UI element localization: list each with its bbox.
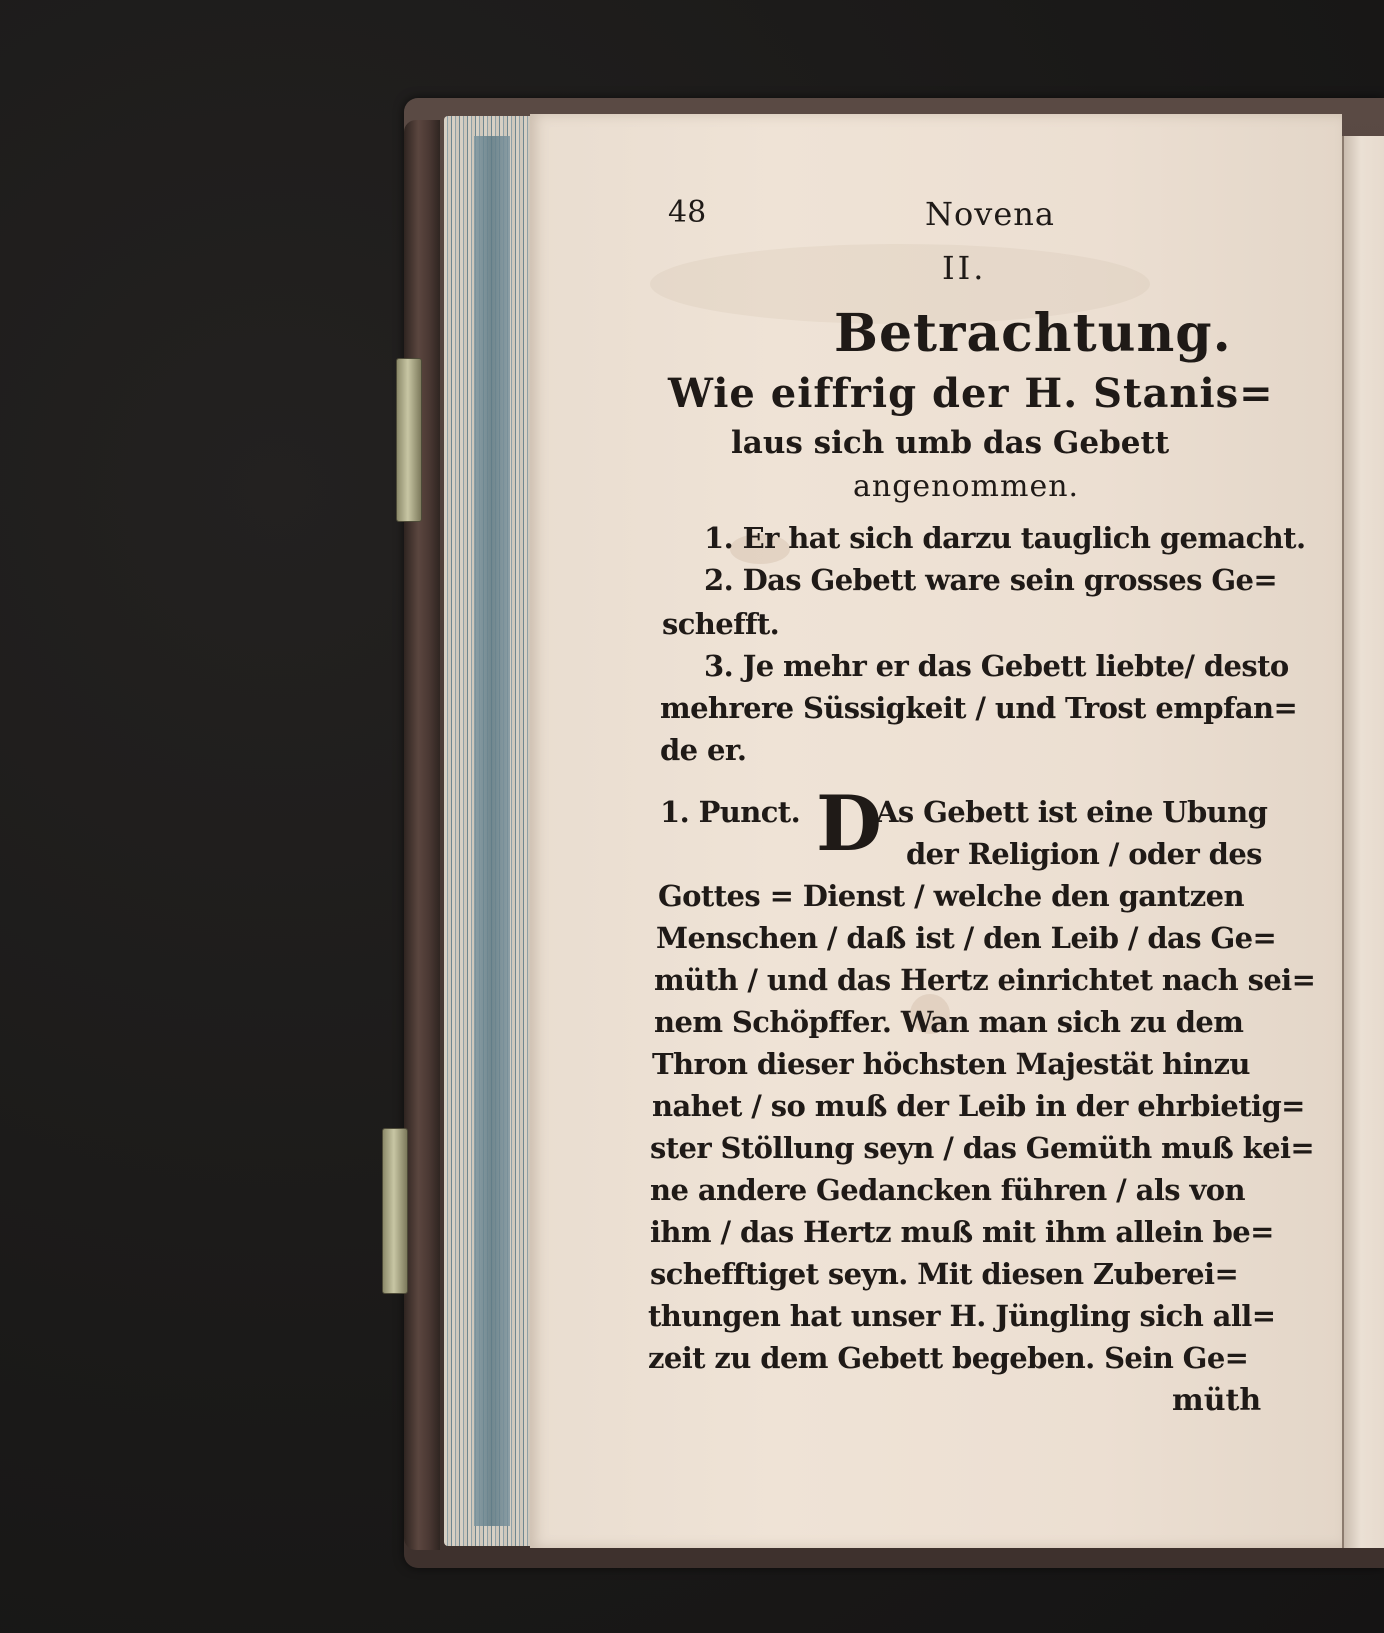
subtitle-line-3: angenommen. xyxy=(853,469,1080,504)
body-line-1: As Gebett ist eine Ubung xyxy=(876,795,1268,829)
body-line-3: Gottes = Dienst / welche den gantzen xyxy=(658,879,1244,913)
running-head: Novena xyxy=(925,195,1055,233)
next-page-edge xyxy=(1342,136,1384,1548)
body-line-9: ster Stöllung seyn / das Gemüth muß kei= xyxy=(650,1131,1315,1165)
point-line-5: mehrere Süssigkeit / und Trost empfan= xyxy=(660,691,1298,725)
page-title: Betrachtung. xyxy=(834,303,1232,364)
point-line-3: schefft. xyxy=(662,607,780,641)
body-line-7: Thron dieser höchsten Majestät hinzu xyxy=(652,1047,1250,1081)
body-line-14: zeit zu dem Gebett begeben. Sein Ge= xyxy=(648,1341,1249,1375)
body-line-4: Menschen / daß ist / den Leib / das Ge= xyxy=(656,921,1277,955)
point-line-2: 2. Das Gebett ware sein grosses Ge= xyxy=(704,563,1278,597)
point-line-4: 3. Je mehr er das Gebett liebte/ desto xyxy=(704,649,1289,683)
point-line-6: de er. xyxy=(660,733,747,767)
subtitle-line-1: Wie eiffrig der H. Stanis= xyxy=(668,370,1274,417)
body-line-13: thungen hat unser H. Jüngling sich all= xyxy=(648,1299,1276,1333)
punct-label: 1. Punct. xyxy=(660,795,801,829)
body-line-8: nahet / so muß der Leib in der ehrbietig= xyxy=(652,1089,1305,1123)
drop-cap: D xyxy=(816,779,882,868)
body-line-2: der Religion / oder des xyxy=(906,837,1262,871)
subtitle-line-2: laus sich umb das Gebett xyxy=(731,425,1170,461)
point-line-1: 1. Er hat sich darzu tauglich gemacht. xyxy=(704,521,1306,555)
body-line-6: nem Schöpffer. Wan man sich zu dem xyxy=(654,1005,1244,1039)
body-line-11: ihm / das Hertz muß mit ihm allein be= xyxy=(650,1215,1274,1249)
body-line-12: schefftiget seyn. Mit diesen Zuberei= xyxy=(650,1257,1239,1291)
blue-edge-stain xyxy=(474,136,510,1526)
body-line-10: ne andere Gedancken führen / als von xyxy=(650,1173,1245,1207)
catchword: müth xyxy=(1172,1383,1262,1418)
page-number: 48 xyxy=(668,195,707,230)
section-numeral: II. xyxy=(942,249,987,287)
clasp-hinge-upper xyxy=(396,358,422,522)
book-spine xyxy=(404,120,440,1550)
page-block-edges xyxy=(444,116,544,1546)
clasp-hinge-lower xyxy=(382,1128,408,1294)
body-line-5: müth / und das Hertz einrichtet nach sei= xyxy=(654,963,1316,997)
